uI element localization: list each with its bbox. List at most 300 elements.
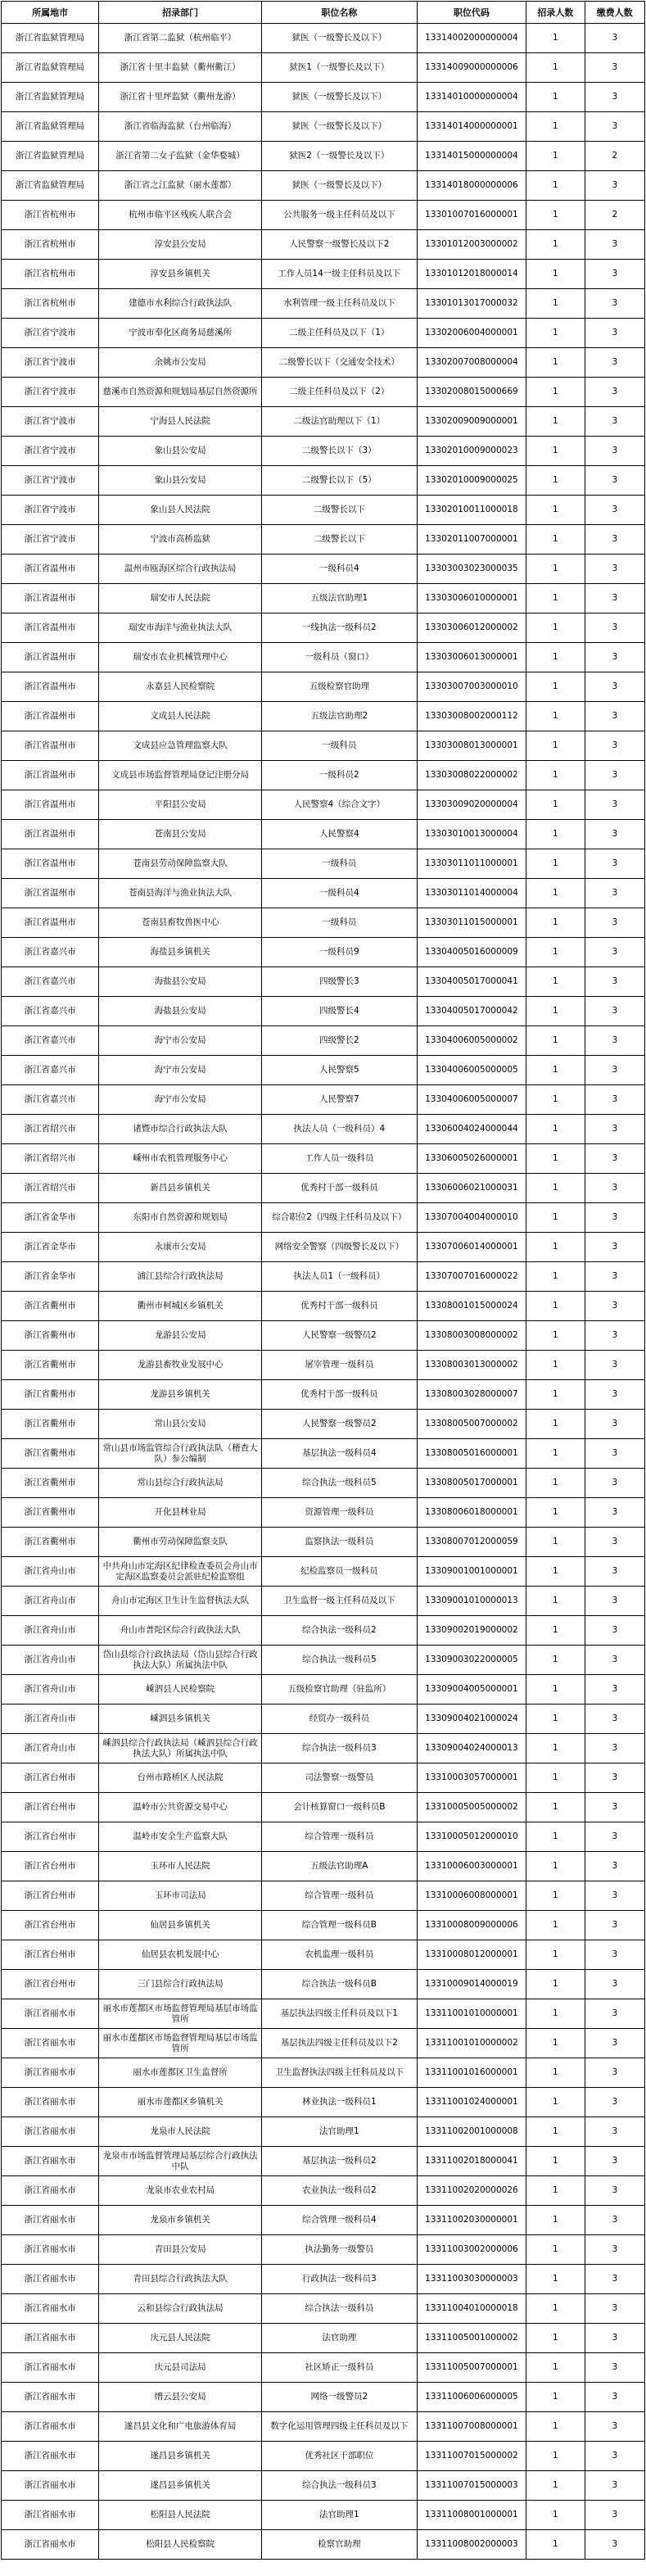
cell-hire-count: 1	[526, 2058, 585, 2088]
cell-city: 浙江省丽水市	[2, 2088, 99, 2117]
cell-paid-count: 3	[585, 83, 644, 112]
cell-code: 13311006006000005	[417, 2383, 526, 2412]
cell-department: 青田县公安局	[99, 2235, 262, 2265]
cell-position: 一级科员4	[262, 555, 418, 584]
cell-hire-count: 1	[526, 849, 585, 879]
cell-hire-count: 1	[526, 938, 585, 967]
table-row	[2, 584, 645, 613]
cell-city: 浙江省舟山市	[2, 1734, 99, 1763]
cell-city: 浙江省杭州市	[2, 289, 99, 319]
cell-city: 浙江省温州市	[2, 702, 99, 731]
cell-paid-count: 3	[585, 466, 644, 496]
table-row	[2, 1646, 645, 1675]
cell-city: 浙江省衢州市	[2, 1439, 99, 1469]
table-row	[2, 702, 645, 731]
table-row	[2, 1262, 645, 1292]
cell-department: 青田县综合行政执法大队	[99, 2265, 262, 2294]
cell-paid-count: 3	[585, 2265, 644, 2294]
table-row	[2, 2117, 645, 2147]
cell-position: 优秀村干部一级科员	[262, 1380, 418, 1410]
cell-paid-count: 3	[585, 319, 644, 348]
cell-paid-count: 3	[585, 731, 644, 761]
cell-paid-count: 3	[585, 1852, 644, 1881]
cell-position: 水利管理一级主任科员及以下	[262, 289, 418, 319]
cell-paid-count: 3	[585, 378, 644, 407]
cell-position: 农业执法一级科员2	[262, 2176, 418, 2206]
cell-code: 13308003008000002	[417, 1321, 526, 1351]
cell-department: 苍南县畜牧兽医中心	[99, 908, 262, 938]
cell-department: 龙泉市农业农村局	[99, 2176, 262, 2206]
table-row	[2, 1321, 645, 1351]
cell-code: 13310006003000001	[417, 1852, 526, 1881]
cell-hire-count: 1	[526, 1970, 585, 1999]
cell-code: 13311004010000018	[417, 2294, 526, 2324]
cell-city: 浙江省温州市	[2, 820, 99, 849]
cell-paid-count: 3	[585, 672, 644, 702]
cell-code: 13308007012000059	[417, 1528, 526, 1557]
cell-city: 浙江省丽水市	[2, 2206, 99, 2235]
cell-paid-count: 3	[585, 230, 644, 260]
table-row	[2, 2147, 645, 2176]
table-row	[2, 1822, 645, 1852]
cell-position: 五级法官助理1	[262, 584, 418, 613]
table-row	[2, 319, 645, 348]
recruitment-table	[1, 1, 645, 2560]
cell-city: 浙江省台州市	[2, 1763, 99, 1793]
cell-position: 四级警长2	[262, 1026, 418, 1056]
cell-code: 13306005026000001	[417, 1144, 526, 1174]
cell-paid-count: 3	[585, 171, 644, 201]
cell-department: 浙江省十里坪监狱（衢州龙游）	[99, 83, 262, 112]
table-row	[2, 2324, 645, 2353]
cell-position: 网络安全警察（四级警长及以下）	[262, 1233, 418, 1262]
table-row	[2, 1115, 645, 1144]
cell-position: 狱医2（一级警长及以下）	[262, 142, 418, 171]
cell-position: 综合职位2（四级主任科员及以下）	[262, 1203, 418, 1233]
cell-code: 13303003023000035	[417, 555, 526, 584]
table-row	[2, 2235, 645, 2265]
cell-hire-count: 1	[526, 2029, 585, 2058]
cell-department: 遂昌县乡镇机关	[99, 2471, 262, 2501]
cell-department: 松阳县人民检察院	[99, 2530, 262, 2560]
cell-position: 四级警长4	[262, 997, 418, 1026]
cell-hire-count: 1	[526, 2235, 585, 2265]
cell-department: 海宁市公安局	[99, 1026, 262, 1056]
cell-paid-count: 3	[585, 1498, 644, 1528]
cell-code: 13309001010000013	[417, 1587, 526, 1616]
cell-position: 二级主任科员及以下（1）	[262, 319, 418, 348]
cell-department: 建德市水利综合行政执法队	[99, 289, 262, 319]
cell-position: 五级检察官助理（驻监所）	[262, 1675, 418, 1705]
table-row	[2, 967, 645, 997]
cell-paid-count: 3	[585, 2471, 644, 2501]
cell-code: 13301012003000002	[417, 230, 526, 260]
cell-city: 浙江省衢州市	[2, 1351, 99, 1380]
table-row	[2, 1351, 645, 1380]
cell-hire-count: 1	[526, 702, 585, 731]
cell-paid-count: 3	[585, 1174, 644, 1203]
cell-position: 综合执法一级科员B	[262, 1970, 418, 1999]
cell-paid-count: 3	[585, 1144, 644, 1174]
cell-code: 13302011007000001	[417, 525, 526, 555]
cell-city: 浙江省丽水市	[2, 2471, 99, 2501]
cell-paid-count: 3	[585, 112, 644, 142]
cell-position: 法官助理1	[262, 2501, 418, 2530]
table-row	[2, 672, 645, 702]
cell-code: 13308006018000001	[417, 1498, 526, 1528]
cell-department: 温岭市安全生产监察大队	[99, 1822, 262, 1852]
cell-department: 嵊泗县人民检察院	[99, 1675, 262, 1705]
cell-position: 优秀村干部一级科员	[262, 1174, 418, 1203]
cell-position: 工作人员14一级主任科员及以下	[262, 260, 418, 289]
cell-paid-count: 3	[585, 1469, 644, 1498]
cell-position: 优秀村干部一级科员	[262, 1292, 418, 1321]
cell-city: 浙江省台州市	[2, 1852, 99, 1881]
cell-code: 13314015000000004	[417, 142, 526, 171]
cell-hire-count: 1	[526, 24, 585, 53]
cell-paid-count: 3	[585, 2294, 644, 2324]
cell-code: 13307007016000022	[417, 1262, 526, 1292]
cell-position: 基层执法四级主任科员及以下2	[262, 2029, 418, 2058]
cell-city: 浙江省温州市	[2, 761, 99, 790]
cell-hire-count: 1	[526, 1793, 585, 1822]
table-row	[2, 2294, 645, 2324]
cell-code: 13304006005000002	[417, 1026, 526, 1056]
cell-paid-count: 3	[585, 1999, 644, 2029]
cell-position: 一级科员2	[262, 761, 418, 790]
cell-code: 13307006014000001	[417, 1233, 526, 1262]
cell-position: 屠宰管理一级科员	[262, 1351, 418, 1380]
cell-paid-count: 3	[585, 1881, 644, 1911]
cell-department: 东阳市自然资源和规划局	[99, 1203, 262, 1233]
cell-paid-count: 3	[585, 2117, 644, 2147]
cell-code: 13311007015000003	[417, 2471, 526, 2501]
cell-city: 浙江省温州市	[2, 555, 99, 584]
cell-department: 苍南县公安局	[99, 820, 262, 849]
table-row	[2, 1852, 645, 1881]
table-row	[2, 525, 645, 555]
cell-department: 瑞安市农业机械管理中心	[99, 643, 262, 672]
table-row	[2, 731, 645, 761]
cell-department: 文成县市场监督管理局登记注册分局	[99, 761, 262, 790]
cell-department: 苍南县劳动保障监察大队	[99, 849, 262, 879]
cell-department: 杭州市临平区残疾人联合会	[99, 201, 262, 230]
cell-department: 淳安县乡镇机关	[99, 260, 262, 289]
cell-paid-count: 2	[585, 201, 644, 230]
cell-city: 浙江省丽水市	[2, 2265, 99, 2294]
cell-department: 永嘉县人民检察院	[99, 672, 262, 702]
cell-city: 浙江省丽水市	[2, 2147, 99, 2176]
cell-code: 13311005001000002	[417, 2324, 526, 2353]
cell-code: 13303008022000002	[417, 761, 526, 790]
table-row	[2, 1026, 645, 1056]
cell-department: 海盐县乡镇机关	[99, 938, 262, 967]
cell-paid-count: 3	[585, 496, 644, 525]
cell-department: 瑞安市人民法院	[99, 584, 262, 613]
cell-paid-count: 2	[585, 142, 644, 171]
cell-city: 浙江省温州市	[2, 584, 99, 613]
cell-department: 海宁市公安局	[99, 1085, 262, 1115]
cell-hire-count: 1	[526, 53, 585, 83]
table-row	[2, 1940, 645, 1970]
cell-department: 文成县人民法院	[99, 702, 262, 731]
cell-position: 社区矫正一级科员	[262, 2353, 418, 2383]
table-row	[2, 1881, 645, 1911]
table-row	[2, 83, 645, 112]
cell-position: 综合管理一级科员B	[262, 1911, 418, 1940]
cell-paid-count: 3	[585, 643, 644, 672]
cell-city: 浙江省舟山市	[2, 1616, 99, 1646]
table-row	[2, 879, 645, 908]
table-row	[2, 2206, 645, 2235]
cell-code: 13309004005000001	[417, 1675, 526, 1705]
table-row	[2, 1233, 645, 1262]
cell-paid-count: 3	[585, 908, 644, 938]
cell-paid-count: 3	[585, 1587, 644, 1616]
cell-city: 浙江省监狱管理局	[2, 53, 99, 83]
cell-code: 13311001010000001	[417, 1999, 526, 2029]
cell-code: 13301013017000032	[417, 289, 526, 319]
cell-code: 13302006004000001	[417, 319, 526, 348]
cell-code: 13302010011000018	[417, 496, 526, 525]
table-row	[2, 1085, 645, 1115]
cell-department: 玉环市司法局	[99, 1881, 262, 1911]
table-row	[2, 1203, 645, 1233]
cell-city: 浙江省嘉兴市	[2, 1026, 99, 1056]
cell-paid-count: 3	[585, 761, 644, 790]
table-row	[2, 2353, 645, 2383]
cell-paid-count: 3	[585, 1675, 644, 1705]
cell-hire-count: 1	[526, 2265, 585, 2294]
cell-paid-count: 3	[585, 2088, 644, 2117]
cell-city: 浙江省宁波市	[2, 466, 99, 496]
cell-paid-count: 3	[585, 2383, 644, 2412]
cell-hire-count: 1	[526, 1881, 585, 1911]
cell-position: 综合执法一级科员5	[262, 1646, 418, 1675]
cell-city: 浙江省台州市	[2, 1940, 99, 1970]
cell-position: 纪检监察员一级科员	[262, 1557, 418, 1587]
cell-code: 13308005007000002	[417, 1410, 526, 1439]
cell-code: 13309001001000001	[417, 1557, 526, 1587]
cell-hire-count: 1	[526, 407, 585, 437]
cell-department: 浦江县综合行政执法局	[99, 1262, 262, 1292]
table-row	[2, 2088, 645, 2117]
cell-department: 诸暨市综合行政执法大队	[99, 1115, 262, 1144]
cell-position: 一级科员	[262, 849, 418, 879]
cell-department: 宁波市奉化区商务局慈溪所	[99, 319, 262, 348]
cell-code: 13302008015000669	[417, 378, 526, 407]
cell-hire-count: 1	[526, 672, 585, 702]
cell-department: 丽水市莲都区卫生监督所	[99, 2058, 262, 2088]
table-row	[2, 1911, 645, 1940]
cell-paid-count: 3	[585, 1793, 644, 1822]
cell-department: 海宁市公安局	[99, 1056, 262, 1085]
table-row	[2, 1705, 645, 1734]
cell-department: 庆元县司法局	[99, 2353, 262, 2383]
cell-hire-count: 1	[526, 1528, 585, 1557]
cell-hire-count: 1	[526, 584, 585, 613]
table-row	[2, 2383, 645, 2412]
table-row	[2, 1734, 645, 1763]
cell-department: 淳安县公安局	[99, 230, 262, 260]
cell-code: 13311001024000001	[417, 2088, 526, 2117]
cell-hire-count: 1	[526, 555, 585, 584]
table-row	[2, 790, 645, 820]
cell-paid-count: 3	[585, 1026, 644, 1056]
table-row	[2, 2058, 645, 2088]
cell-city: 浙江省金华市	[2, 1203, 99, 1233]
cell-paid-count: 3	[585, 555, 644, 584]
cell-city: 浙江省监狱管理局	[2, 142, 99, 171]
cell-department: 文成县应急管理监察大队	[99, 731, 262, 761]
cell-paid-count: 3	[585, 879, 644, 908]
cell-paid-count: 3	[585, 1233, 644, 1262]
cell-position: 人民警察一级警员2	[262, 1410, 418, 1439]
cell-hire-count: 1	[526, 2530, 585, 2560]
cell-hire-count: 1	[526, 171, 585, 201]
cell-code: 13302010009000023	[417, 437, 526, 466]
cell-position: 网络一级警员2	[262, 2383, 418, 2412]
cell-department: 丽水市莲都区乡镇机关	[99, 2088, 262, 2117]
cell-position: 司法警察一级警员	[262, 1763, 418, 1793]
cell-hire-count: 1	[526, 613, 585, 643]
cell-position: 狱医（一级警长及以下）	[262, 24, 418, 53]
cell-paid-count: 3	[585, 53, 644, 83]
cell-paid-count: 3	[585, 849, 644, 879]
table-row	[2, 1970, 645, 1999]
cell-hire-count: 1	[526, 260, 585, 289]
cell-code: 13303009020000004	[417, 790, 526, 820]
table-row	[2, 908, 645, 938]
cell-code: 13303011015000001	[417, 908, 526, 938]
header-hire-count: 招录人数	[526, 2, 585, 24]
cell-code: 13308003013000002	[417, 1351, 526, 1380]
cell-paid-count: 3	[585, 2147, 644, 2176]
cell-hire-count: 1	[526, 1763, 585, 1793]
cell-city: 浙江省温州市	[2, 731, 99, 761]
cell-position: 五级法官助理A	[262, 1852, 418, 1881]
cell-hire-count: 1	[526, 1822, 585, 1852]
cell-paid-count: 3	[585, 260, 644, 289]
cell-paid-count: 3	[585, 1439, 644, 1469]
cell-code: 13309002019000002	[417, 1616, 526, 1646]
cell-department: 象山县公安局	[99, 466, 262, 496]
cell-city: 浙江省丽水市	[2, 2324, 99, 2353]
cell-position: 一线执法一级科员2	[262, 613, 418, 643]
table-row	[2, 997, 645, 1026]
cell-paid-count: 3	[585, 1646, 644, 1675]
cell-paid-count: 3	[585, 1911, 644, 1940]
table-row	[2, 2265, 645, 2294]
cell-hire-count: 1	[526, 967, 585, 997]
cell-paid-count: 3	[585, 1115, 644, 1144]
cell-department: 龙泉市乡镇机关	[99, 2206, 262, 2235]
table-row	[2, 260, 645, 289]
cell-code: 13306006021000031	[417, 1174, 526, 1203]
cell-paid-count: 3	[585, 2058, 644, 2088]
cell-position: 执法人员1（一级科员）	[262, 1262, 418, 1292]
cell-hire-count: 1	[526, 1056, 585, 1085]
cell-city: 浙江省丽水市	[2, 2383, 99, 2412]
cell-code: 13308001015000024	[417, 1292, 526, 1321]
cell-department: 衢州市劳动保障监察支队	[99, 1528, 262, 1557]
header-code: 职位代码	[417, 2, 526, 24]
cell-paid-count: 3	[585, 938, 644, 967]
cell-department: 永康市公安局	[99, 1233, 262, 1262]
cell-city: 浙江省杭州市	[2, 260, 99, 289]
cell-city: 浙江省嘉兴市	[2, 997, 99, 1026]
cell-department: 玉环市人民法院	[99, 1852, 262, 1881]
cell-department: 温州市瓯海区综合行政执法局	[99, 555, 262, 584]
cell-city: 浙江省丽水市	[2, 2235, 99, 2265]
cell-city: 浙江省台州市	[2, 1881, 99, 1911]
cell-hire-count: 1	[526, 348, 585, 378]
cell-position: 卫生监督执法四级主任科员及以下	[262, 2058, 418, 2088]
table-row	[2, 1380, 645, 1410]
cell-city: 浙江省舟山市	[2, 1557, 99, 1587]
cell-city: 浙江省宁波市	[2, 437, 99, 466]
cell-department: 开化县林业局	[99, 1498, 262, 1528]
cell-position: 狱医（一级警长及以下）	[262, 171, 418, 201]
cell-city: 浙江省丽水市	[2, 2442, 99, 2471]
cell-code: 13311007008000001	[417, 2412, 526, 2442]
cell-code: 13308005016000001	[417, 1439, 526, 1469]
cell-code: 13311008001000001	[417, 2501, 526, 2530]
cell-position: 五级检察官助理	[262, 672, 418, 702]
cell-paid-count: 3	[585, 289, 644, 319]
cell-position: 综合管理一级科员	[262, 1822, 418, 1852]
cell-city: 浙江省温州市	[2, 643, 99, 672]
cell-paid-count: 3	[585, 702, 644, 731]
table-header-row	[2, 2, 645, 24]
table-row	[2, 1144, 645, 1174]
cell-hire-count: 1	[526, 1115, 585, 1144]
cell-paid-count: 3	[585, 790, 644, 820]
cell-department: 浙江省十里丰监狱（衢州衢江）	[99, 53, 262, 83]
table-row	[2, 407, 645, 437]
cell-department: 仙居县农机发展中心	[99, 1940, 262, 1970]
cell-hire-count: 1	[526, 1999, 585, 2029]
cell-code: 13303011014000004	[417, 879, 526, 908]
cell-city: 浙江省丽水市	[2, 2530, 99, 2560]
cell-hire-count: 1	[526, 1262, 585, 1292]
cell-position: 经贸办一级科员	[262, 1705, 418, 1734]
cell-code: 13310005012000010	[417, 1822, 526, 1852]
cell-position: 一级科员	[262, 908, 418, 938]
cell-code: 13311001010000002	[417, 2029, 526, 2058]
table-row	[2, 2442, 645, 2471]
cell-hire-count: 1	[526, 2383, 585, 2412]
table-row	[2, 555, 645, 584]
cell-paid-count: 3	[585, 2442, 644, 2471]
cell-paid-count: 3	[585, 1085, 644, 1115]
cell-hire-count: 1	[526, 230, 585, 260]
cell-hire-count: 1	[526, 2353, 585, 2383]
cell-position: 狱医（一级警长及以下）	[262, 112, 418, 142]
cell-city: 浙江省台州市	[2, 1822, 99, 1852]
table-row	[2, 1292, 645, 1321]
cell-department: 缙云县公安局	[99, 2383, 262, 2412]
cell-hire-count: 1	[526, 1174, 585, 1203]
cell-paid-count: 3	[585, 1940, 644, 1970]
cell-department: 衢州市柯城区乡镇机关	[99, 1292, 262, 1321]
cell-hire-count: 1	[526, 142, 585, 171]
cell-code: 13314010000000004	[417, 83, 526, 112]
cell-hire-count: 1	[526, 643, 585, 672]
cell-hire-count: 1	[526, 1203, 585, 1233]
cell-city: 浙江省温州市	[2, 879, 99, 908]
cell-position: 综合管理一级科员4	[262, 2206, 418, 2235]
